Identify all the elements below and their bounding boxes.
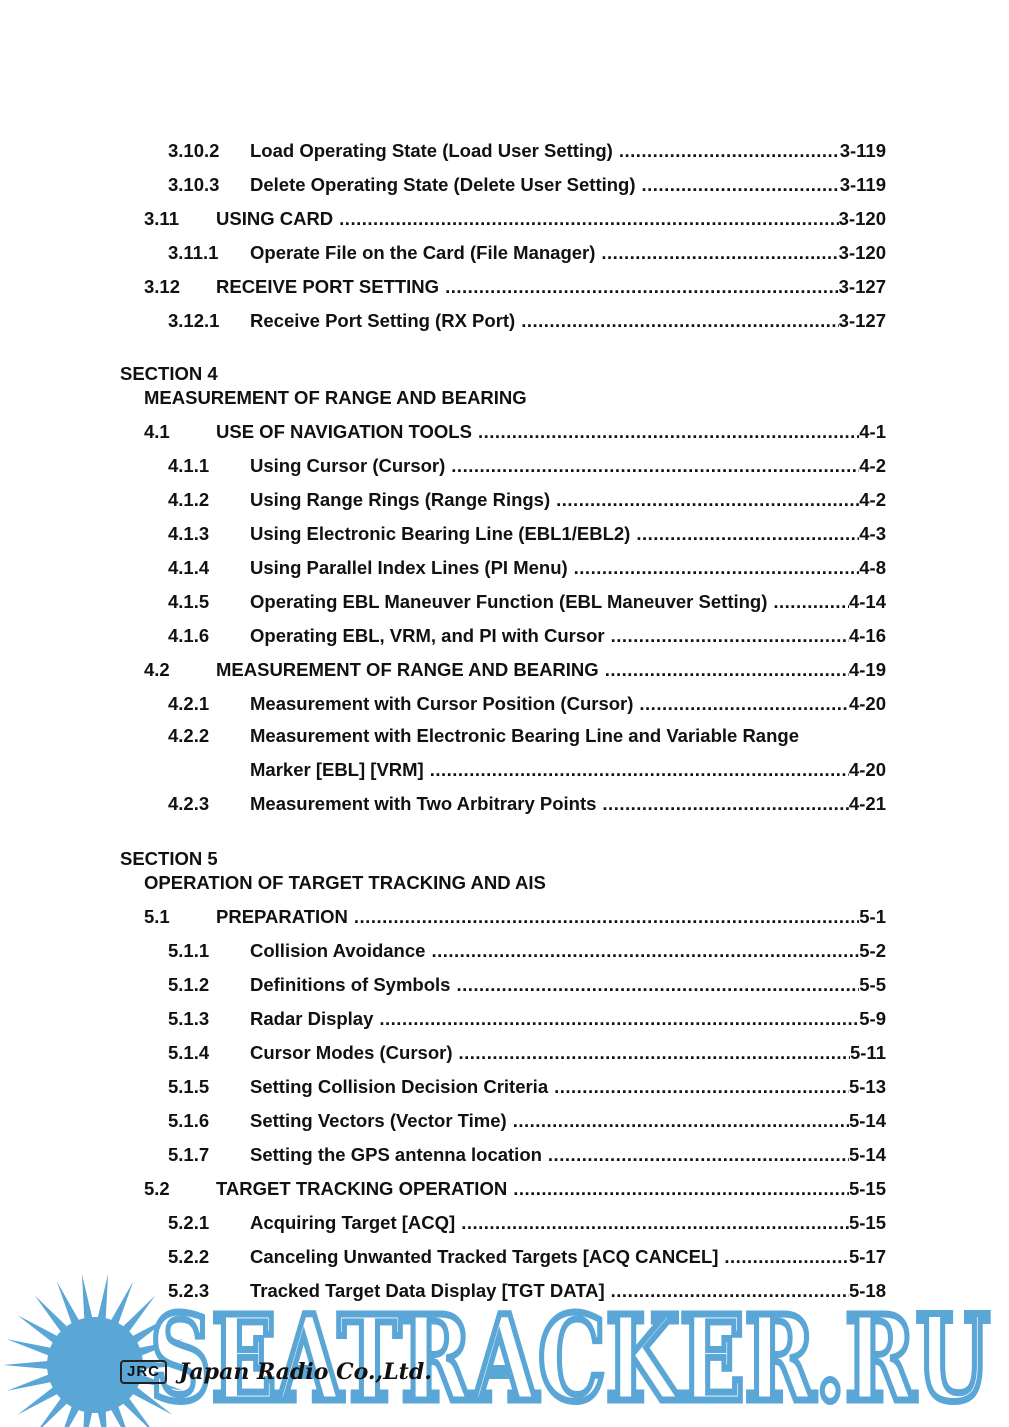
toc-entry[interactable] [168, 308, 886, 334]
toc-entry-title: Measurement with Two Arbitrary Points [250, 793, 597, 814]
toc-entry-title-line2: Marker [EBL] [VRM] [250, 759, 424, 780]
toc-entry-page: 5-14 [848, 1110, 886, 1131]
toc-entry-number: 3.10.2 [168, 140, 220, 161]
sun-ray [82, 1274, 93, 1320]
sun-ray [57, 1281, 80, 1325]
toc-entry-title: MEASUREMENT OF RANGE AND BEARING [216, 659, 599, 680]
toc-entry[interactable] [168, 138, 886, 164]
toc-leader-dots [554, 1074, 849, 1100]
toc-entry-title: Delete Operating State (Delete User Setting) [250, 174, 636, 195]
toc-entry-title: Setting Vectors (Vector Time) [250, 1110, 507, 1131]
toc-entry-title: Radar Display [250, 1008, 374, 1029]
toc-entry[interactable] [144, 904, 886, 930]
toc-entry-number: 3.11.1 [168, 242, 219, 263]
toc-entry-page: 5-2 [859, 940, 886, 961]
toc-entry-title: USING CARD [216, 208, 334, 229]
toc-entry-number: 3.10.3 [168, 174, 220, 195]
toc-entry-number: 4.1.3 [168, 523, 210, 544]
toc-entry[interactable] [144, 657, 886, 683]
sun-ray [7, 1374, 52, 1391]
toc-entry-number: 5.1.7 [168, 1144, 210, 1165]
toc-entry-number: 5.1.2 [168, 974, 210, 995]
toc-entry-title: Tracked Target Data Display [TGT DATA] [250, 1280, 605, 1301]
toc-entry-number: 4.1 [144, 421, 170, 442]
toc-entry[interactable] [168, 1108, 886, 1134]
toc-entry-page: 5-15 [848, 1212, 886, 1233]
section-5-title: OPERATION OF TARGET TRACKING AND AIS [144, 872, 546, 893]
sun-ray [7, 1339, 52, 1356]
toc-entry-page: 4-20 [848, 759, 886, 780]
toc-leader-dots [642, 172, 840, 198]
toc-entry[interactable] [144, 274, 886, 300]
toc-entry[interactable] [168, 1040, 886, 1066]
toc-entry-page: 3-120 [838, 242, 886, 263]
watermark-text: SEATRACKER.RU [150, 1289, 990, 1427]
toc-entry[interactable] [144, 1176, 886, 1202]
toc-entry-number: 5.1 [144, 906, 170, 927]
toc-entry-page: 4-21 [848, 793, 886, 814]
toc-entry-number: 3.12 [144, 276, 181, 297]
toc-entry-4-2-3[interactable] [168, 791, 886, 817]
toc-leader-dots [548, 1142, 849, 1168]
toc-entry[interactable] [168, 1006, 886, 1032]
toc-entry-number: 4.2.1 [168, 693, 210, 714]
section-4-title: MEASUREMENT OF RANGE AND BEARING [144, 387, 527, 408]
toc-leader-dots [574, 555, 860, 581]
toc-entry-number: 5.2 [144, 1178, 170, 1199]
toc-entry-page: 5-14 [848, 1144, 886, 1165]
toc-entry-page: 5-13 [848, 1076, 886, 1097]
toc-entry[interactable] [168, 589, 886, 615]
toc-entry-title: RECEIVE PORT SETTING [216, 276, 440, 297]
toc-entry-page: 4-14 [848, 591, 886, 612]
toc-entry-page: 5-17 [848, 1246, 886, 1267]
toc-entry-number: 4.2.3 [168, 793, 210, 814]
toc-entry[interactable] [168, 938, 886, 964]
toc-entry-page: 4-20 [848, 693, 886, 714]
toc-leader-dots [639, 691, 849, 717]
toc-entry-title: PREPARATION [216, 906, 348, 927]
toc-entry-title: Operating EBL Maneuver Function (EBL Maneuver Setting) [250, 591, 768, 612]
toc-entry-title: Measurement with Cursor Position (Cursor) [250, 693, 634, 714]
toc-leader-dots [339, 206, 839, 232]
toc-entry[interactable] [168, 555, 886, 581]
section-5-label: SECTION 5 [120, 848, 218, 869]
toc-entry-number: 4.1.4 [168, 557, 210, 578]
toc-leader-dots [724, 1244, 849, 1270]
toc-entry-page: 3-127 [838, 310, 886, 331]
toc-entry-number: 5.1.4 [168, 1042, 210, 1063]
toc-entry-title: Using Parallel Index Lines (PI Menu) [250, 557, 568, 578]
sun-ray [97, 1410, 108, 1427]
toc-entry-page: 4-1 [859, 421, 886, 442]
toc-entry-number: 5.2.2 [168, 1246, 210, 1267]
toc-entry-title: Setting the GPS antenna location [250, 1144, 542, 1165]
toc-entry-page: 5-1 [859, 906, 886, 927]
toc-leader-dots [430, 757, 849, 783]
toc-leader-dots [461, 1210, 849, 1236]
toc-entry-number: 5.2.1 [168, 1212, 210, 1233]
toc-entry-title: USE OF NAVIGATION TOOLS [216, 421, 472, 442]
toc-entry-page: 4-2 [859, 489, 886, 510]
toc-entry-title: Canceling Unwanted Tracked Targets [ACQ CANCEL] [250, 1246, 719, 1267]
toc-leader-dots [619, 138, 840, 164]
toc-leader-dots [456, 972, 859, 998]
toc-entry[interactable] [168, 972, 886, 998]
toc-entry-title: Collision Avoidance [250, 940, 426, 961]
toc-leader-dots [602, 791, 849, 817]
sun-ray [3, 1361, 49, 1369]
toc-leader-dots [601, 240, 838, 266]
toc-entry-page: 5-9 [859, 1008, 886, 1029]
toc-entry-page: 4-3 [859, 523, 886, 544]
toc-entry[interactable] [168, 240, 886, 266]
toc-entry-number: 4.1.5 [168, 591, 210, 612]
toc-entry-page: 5-18 [848, 1280, 886, 1301]
toc-entry-number: 3.11 [144, 208, 179, 229]
toc-leader-dots [556, 487, 859, 513]
toc-entry-number: 4.1.2 [168, 489, 210, 510]
sun-ray [97, 1274, 108, 1320]
toc-entry-page: 4-2 [859, 455, 886, 476]
toc-entry[interactable] [168, 1142, 886, 1168]
toc-entry-page: 3-120 [838, 208, 886, 229]
toc-entry-page: 5-15 [848, 1178, 886, 1199]
toc-entry[interactable] [168, 487, 886, 513]
sun-ray [110, 1281, 133, 1325]
toc-leader-dots [379, 1006, 859, 1032]
toc-entry-page: 5-11 [849, 1042, 886, 1063]
toc-entry-number: 4.2 [144, 659, 170, 680]
toc-entry-number: 5.2.3 [168, 1280, 210, 1301]
toc-entry-number: 5.1.3 [168, 1008, 210, 1029]
toc-entry[interactable] [168, 691, 886, 717]
toc-entry-number: 4.2.2 [168, 725, 210, 746]
toc-leader-dots [611, 623, 849, 649]
toc-leader-dots [521, 308, 838, 334]
toc-entry-page: 4-8 [859, 557, 886, 578]
toc-leader-dots [478, 419, 859, 445]
toc-entry[interactable] [168, 521, 886, 547]
jrc-logo-mark: JRC [120, 1360, 167, 1384]
toc-entry-title: Load Operating State (Load User Setting) [250, 140, 613, 161]
toc-entry[interactable] [168, 1244, 886, 1270]
toc-entry-title: Cursor Modes (Cursor) [250, 1042, 453, 1063]
toc-entry-title: Using Electronic Bearing Line (EBL1/EBL2) [250, 523, 631, 544]
toc-entry-title: TARGET TRACKING OPERATION [216, 1178, 508, 1199]
toc-leader-dots [459, 1040, 850, 1066]
toc-entry[interactable] [168, 453, 886, 479]
toc-leader-dots [605, 657, 849, 683]
toc-entry-title: Definitions of Symbols [250, 974, 451, 995]
toc-entry-title: Operating EBL, VRM, and PI with Cursor [250, 625, 605, 646]
toc-entry-title-line1: Measurement with Electronic Bearing Line and Variable Range [250, 725, 799, 746]
company-name: Japan Radio Co.,Ltd. [179, 1359, 432, 1385]
section-4-label: SECTION 4 [120, 363, 218, 384]
toc-entry[interactable] [144, 419, 886, 445]
toc-entry-title: Acquiring Target [ACQ] [250, 1212, 456, 1233]
toc-entry[interactable] [144, 206, 886, 232]
toc-entry-title: Operate File on the Card (File Manager) [250, 242, 596, 263]
toc-entry-page: 4-16 [848, 625, 886, 646]
toc-entry-page: 3-127 [838, 276, 886, 297]
toc-entry-number: 5.1.6 [168, 1110, 210, 1131]
toc-entry-title: Using Range Rings (Range Rings) [250, 489, 551, 510]
toc-entry-number: 4.1.1 [168, 455, 210, 476]
toc-leader-dots [513, 1176, 849, 1202]
toc-entry-page: 3-119 [839, 140, 886, 161]
jrc-logo [120, 1357, 432, 1387]
toc-entry[interactable] [168, 172, 886, 198]
toc-entry-page: 3-119 [839, 174, 886, 195]
toc-entry-number: 3.12.1 [168, 310, 220, 331]
toc-entry-title: Using Cursor (Cursor) [250, 455, 446, 476]
toc-leader-dots [513, 1108, 849, 1134]
toc-leader-dots [636, 521, 859, 547]
toc-leader-dots [431, 938, 859, 964]
toc-entry-page: 5-5 [859, 974, 886, 995]
toc-entry-number: 5.1.5 [168, 1076, 210, 1097]
toc-entry[interactable] [168, 1210, 886, 1236]
toc-entry-title: Receive Port Setting (RX Port) [250, 310, 516, 331]
toc-leader-dots [451, 453, 859, 479]
toc-entry[interactable] [168, 623, 886, 649]
toc-entry-number: 4.1.6 [168, 625, 210, 646]
toc-entry-title: Setting Collision Decision Criteria [250, 1076, 549, 1097]
toc-entry-number: 5.1.1 [168, 940, 210, 961]
toc-leader-dots [354, 904, 859, 930]
toc-leader-dots [445, 274, 839, 300]
sun-ray [82, 1410, 93, 1427]
toc-leader-dots [773, 589, 849, 615]
seatracker-watermark [0, 1270, 1009, 1427]
toc-entry[interactable] [168, 1074, 886, 1100]
toc-entry-page: 4-19 [848, 659, 886, 680]
